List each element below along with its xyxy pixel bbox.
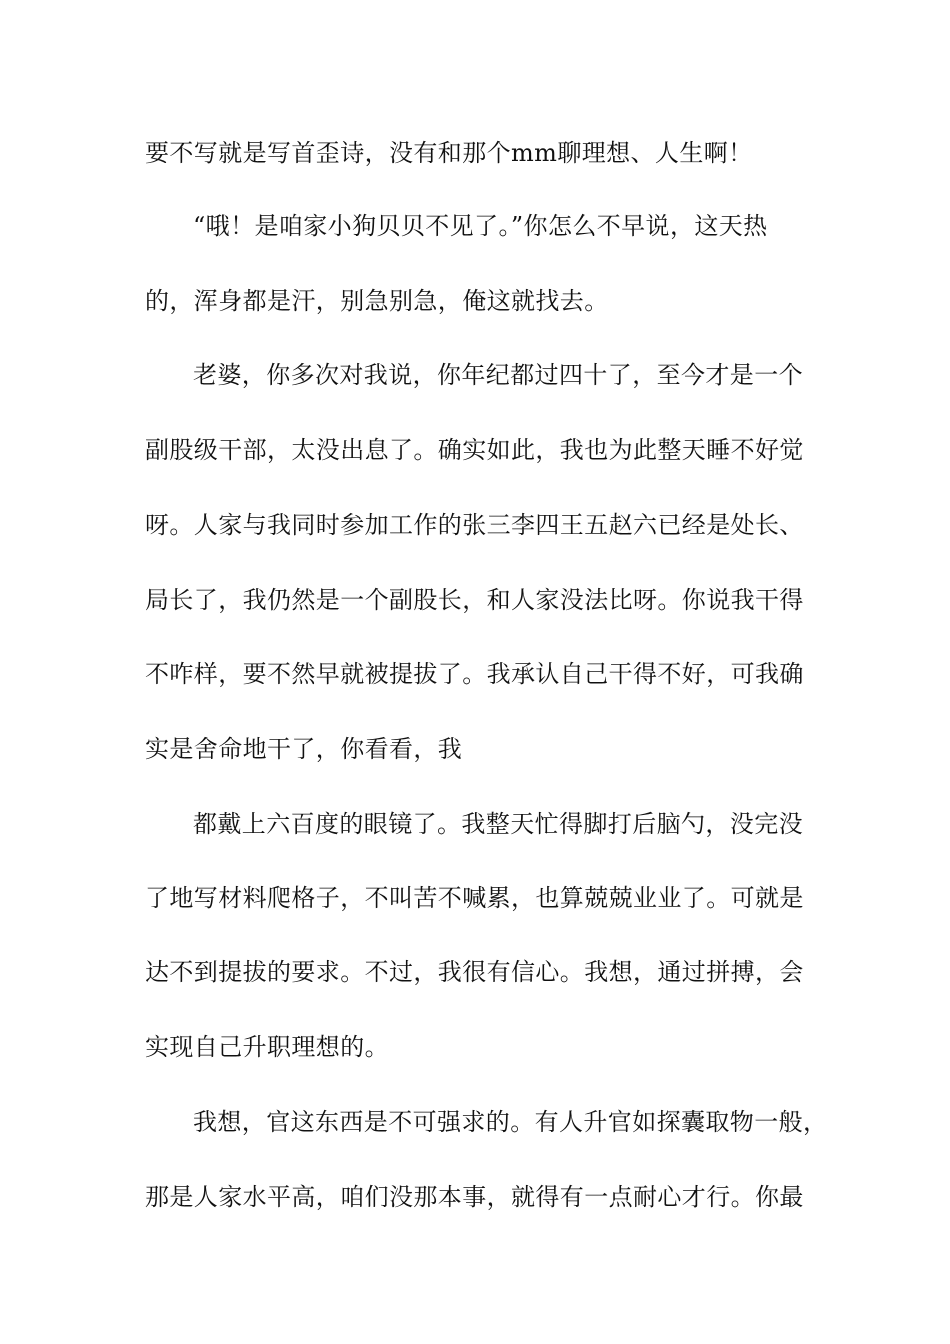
text-line: 的，浑身都是汗，别急别急，俺这就找去。: [145, 287, 609, 315]
text-line: 要不写就是写首歪诗，没有和那个mm聊理想、人生啊！: [145, 139, 753, 167]
text-line: 不咋样，要不然早就被提拔了。我承认自己干得不好，可我确: [145, 660, 804, 688]
text-line: 局长了，我仍然是一个副股长，和人家没法比呀。你说我干得: [145, 586, 804, 614]
text-line: 副股级干部，太没出息了。确实如此，我也为此整天睡不好觉: [145, 436, 804, 464]
text-line: 了地写材料爬格子，不叫苦不喊累，也算兢兢业业了。可就是: [145, 884, 804, 912]
text-line: 呀。人家与我同时参加工作的张三李四王五赵六已经是处长、: [145, 511, 804, 539]
text-line: “哦！是咱家小狗贝贝不见了。”你怎么不早说，这天热: [193, 212, 768, 240]
text-line: 达不到提拔的要求。不过，我很有信心。我想，通过拼搏，会: [145, 958, 804, 986]
text-line: 都戴上六百度的眼镜了。我整天忙得脚打后脑勺，没完没: [193, 810, 803, 838]
text-line: 老婆，你多次对我说，你年纪都过四十了，至今才是一个: [193, 361, 803, 389]
text-line: 那是人家水平高，咱们没那本事，就得有一点耐心才行。你最: [145, 1183, 804, 1211]
text-line: 实是舍命地干了，你看看，我: [145, 735, 463, 763]
text-line: 实现自己升职理想的。: [145, 1033, 389, 1061]
text-line: 我想，官这东西是不可强求的。有人升官如探囊取物一般，: [193, 1108, 828, 1136]
